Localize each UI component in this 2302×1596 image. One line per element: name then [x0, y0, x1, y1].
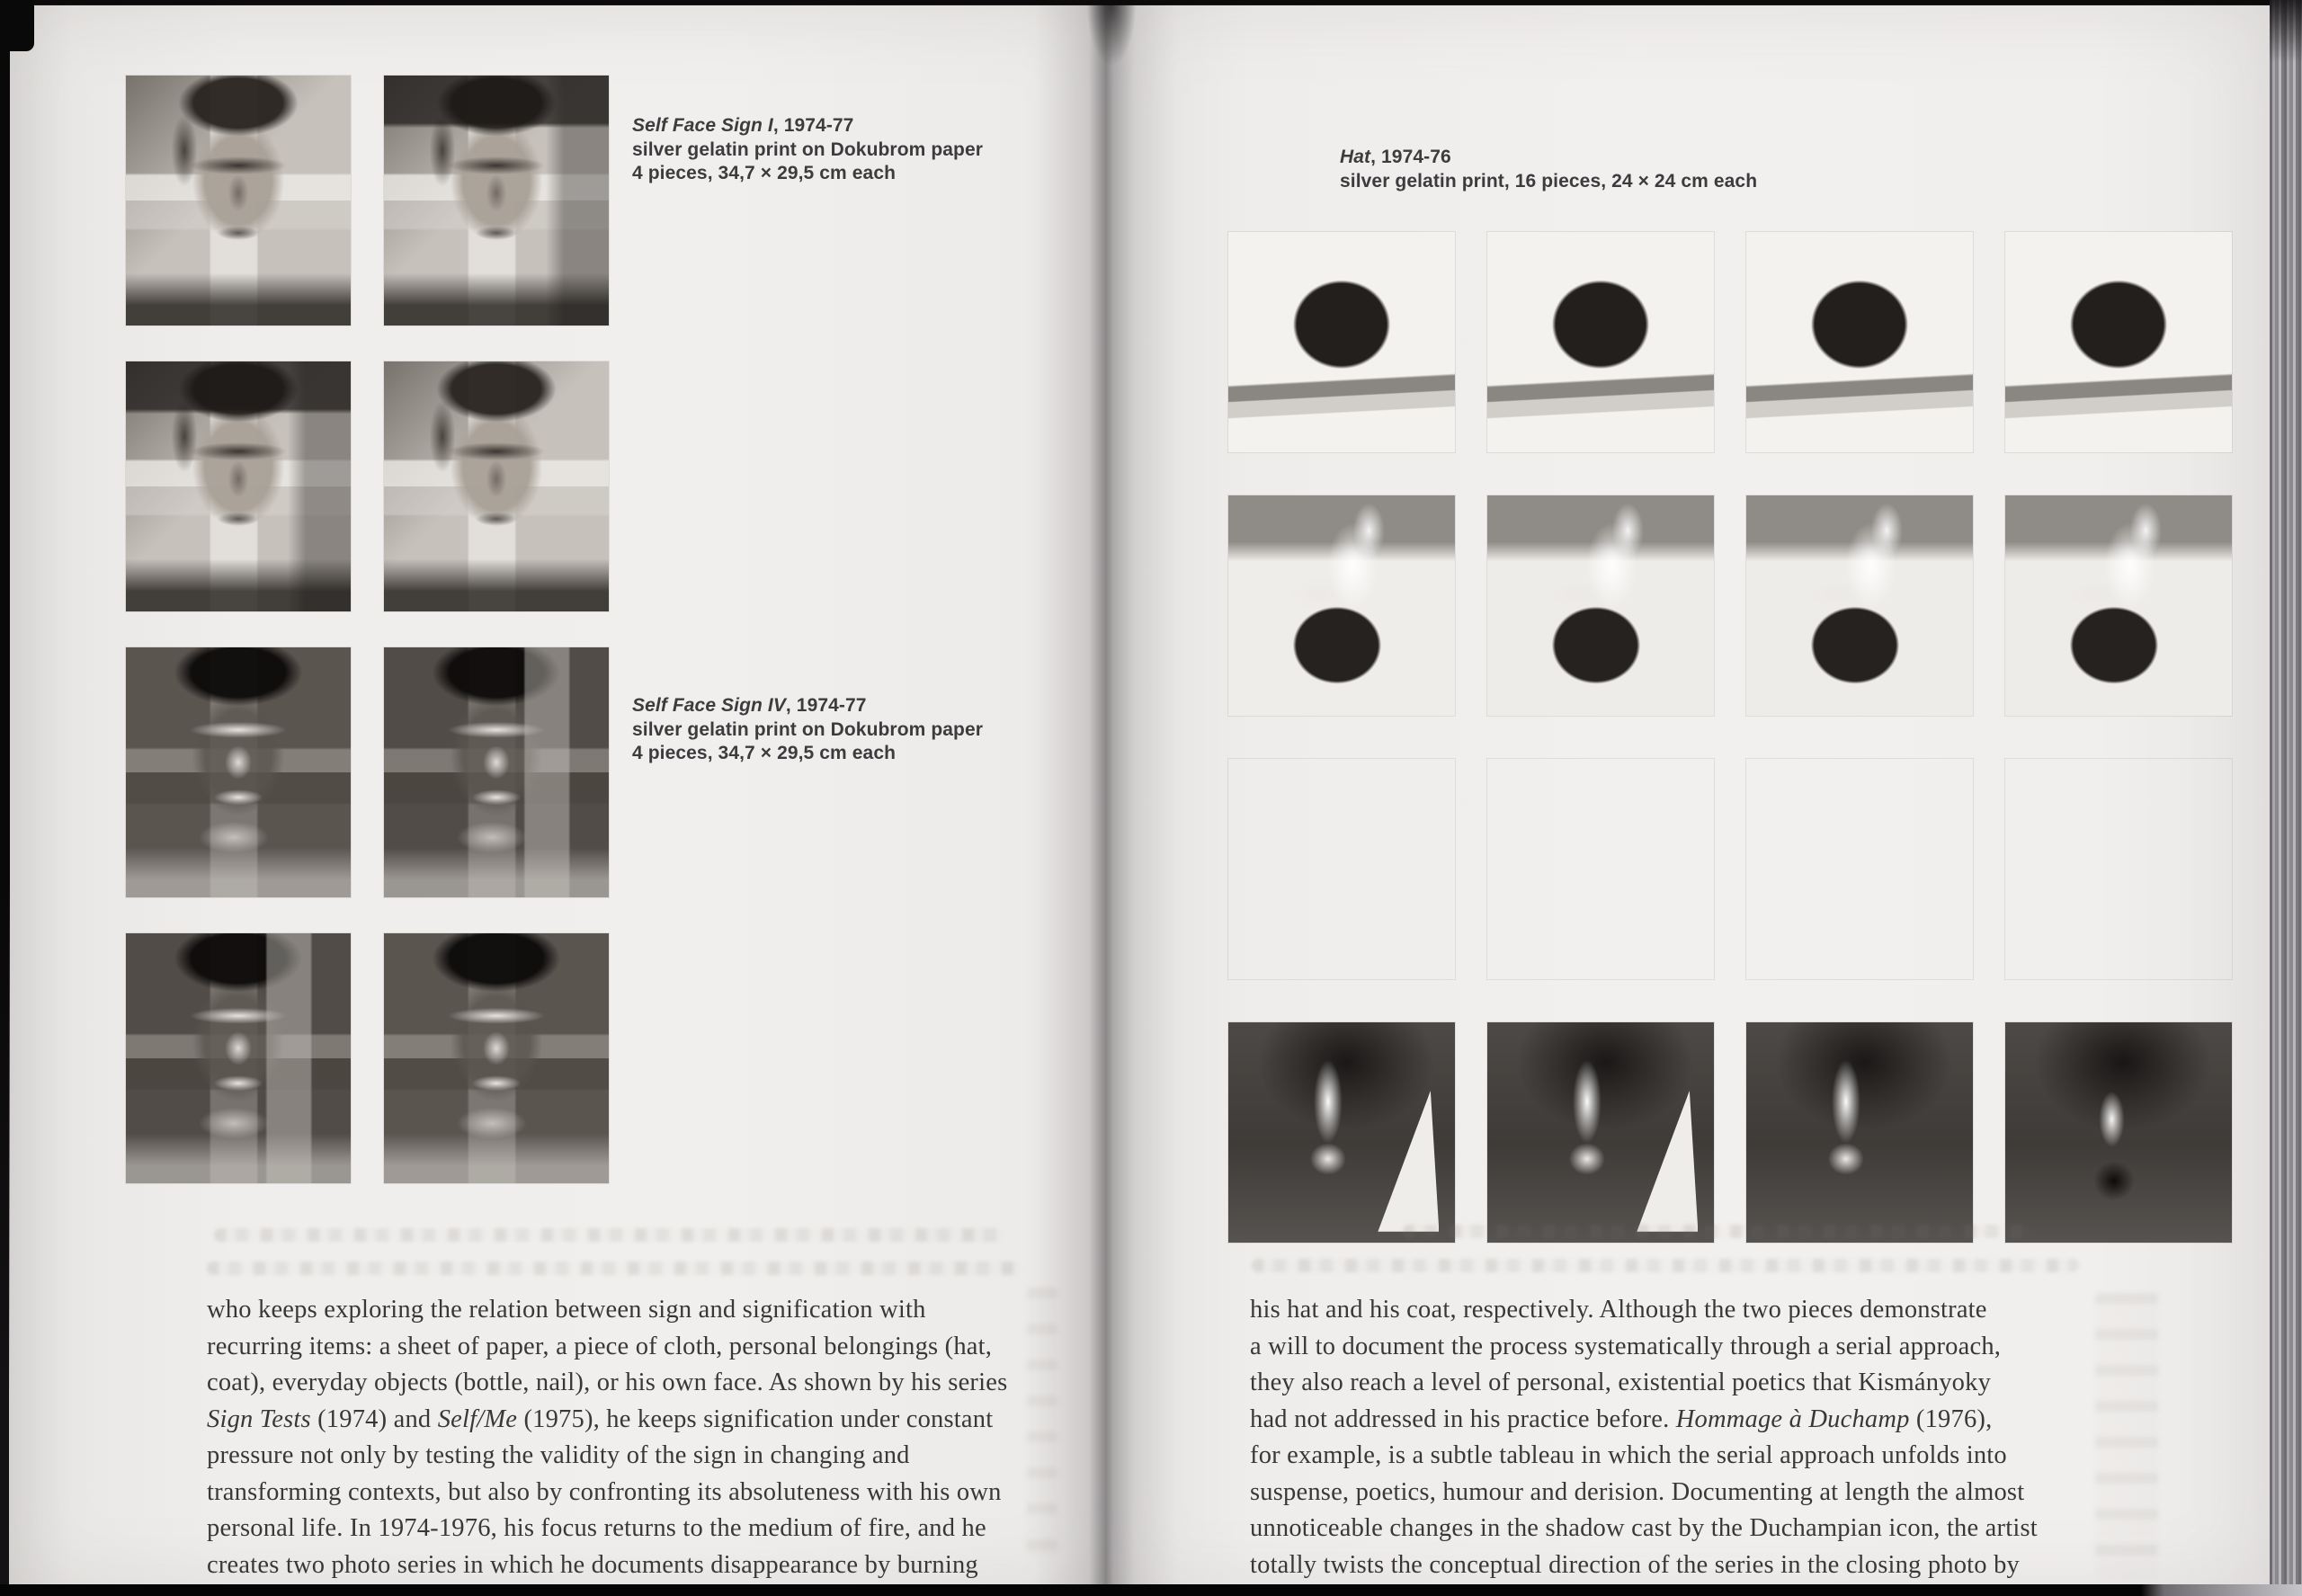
artwork-date: , 1974-76	[1370, 147, 1451, 167]
show-through-text	[1252, 1259, 2079, 1272]
hat-burning-1	[1228, 759, 1455, 979]
self-face-sign-collage-2	[384, 76, 609, 325]
body-text-line: totally twists the conceptual direction of the series in the closing photo by	[1250, 1550, 2020, 1579]
hat-on-table-1	[1228, 232, 1455, 452]
body-text-line: coat), everyday objects (bottle, nail), or his own face. As shown by his series	[207, 1369, 1008, 1396]
caption-self-face-sign-1	[632, 114, 983, 186]
self-face-sign-collage-1	[126, 76, 351, 325]
book-page-stack-edge	[2270, 0, 2302, 1596]
body-text-line: creates two photo series in which he documents disappearance by burning	[207, 1550, 978, 1579]
hat-photo-grid	[1228, 232, 2232, 1243]
body-text-line: Sign Tests (1974) and Self/Me (1975), he keeps signification under constant	[207, 1404, 994, 1433]
show-through-text	[1403, 1225, 2032, 1238]
self-face-sign-photo-grid	[126, 76, 609, 1183]
hat-catching-fire-1	[1487, 495, 1714, 716]
body-text-line: a will to document the process systematically through a serial approach,	[1250, 1332, 2002, 1360]
hat-flame-dark-3	[1746, 1022, 1973, 1243]
artwork-title: Self Face Sign IV	[632, 695, 786, 716]
caption-medium: silver gelatin print on Dokubrom paper	[632, 138, 984, 160]
hat-flame-dark-1	[1228, 1022, 1455, 1243]
hat-catching-fire-2	[1746, 495, 1973, 716]
caption-line	[632, 694, 983, 718]
caption-line	[632, 114, 983, 138]
scan-corner-mark	[0, 0, 34, 51]
self-face-sign-collage-8	[384, 933, 609, 1183]
scan-left-edge	[0, 0, 10, 1596]
show-through-margin-marks	[1027, 1288, 1057, 1557]
body-text-line: who keeps exploring the relation between sign and signification with	[207, 1296, 926, 1324]
caption-line	[1340, 146, 1757, 170]
caption-self-face-sign-4	[632, 694, 983, 766]
self-face-sign-collage-5	[126, 647, 351, 897]
caption-hat	[1340, 146, 1757, 193]
hat-flame-dark-2	[1487, 1022, 1714, 1243]
left-page-body-text	[207, 1292, 1025, 1583]
hat-burning-4	[2005, 759, 2232, 979]
artwork-date: , 1974-77	[785, 695, 867, 716]
hat-catching-fire-3	[2005, 495, 2232, 716]
body-text-line: had not addressed in his practice before. Hommage à Duchamp (1976),	[1250, 1404, 1993, 1433]
body-text-line: they also reach a level of personal, existential poetics that Kismányoky	[1250, 1369, 1992, 1396]
self-face-sign-collage-7	[126, 933, 351, 1183]
right-page-body-text	[1250, 1292, 2086, 1583]
artwork-date: , 1974-77	[772, 115, 854, 136]
show-through-text	[207, 1262, 1021, 1275]
body-text-line: unnoticeable changes in the shadow cast by the Duchampian icon, the artist	[1250, 1514, 2038, 1542]
hat-burning-2	[1487, 759, 1714, 979]
hat-burning-3	[1746, 759, 1973, 979]
hat-on-table-3	[1746, 232, 1973, 452]
hat-burnt-out	[2005, 1022, 2232, 1243]
hat-on-table-2	[1487, 232, 1714, 452]
show-through-margin-marks	[2095, 1293, 2158, 1581]
body-text-line: personal life. In 1974-1976, his focus returns to the medium of fire, and he	[207, 1514, 986, 1542]
body-text-line: recurring items: a sheet of paper, a piece of cloth, personal belongings (hat,	[207, 1332, 993, 1360]
scan-bottom-edge	[0, 1584, 2302, 1596]
caption-dimensions: 4 pieces, 34,7 × 29,5 cm each	[632, 163, 897, 183]
self-face-sign-collage-4	[384, 361, 609, 611]
body-text-line: for example, is a subtle tableau in which the serial approach unfolds into	[1250, 1441, 2007, 1469]
artwork-title: Hat	[1340, 147, 1371, 167]
caption-medium: silver gelatin print on Dokubrom paper	[632, 718, 984, 740]
hat-on-table-4	[2005, 232, 2232, 452]
self-face-sign-collage-3	[126, 361, 351, 611]
caption-dimensions: 4 pieces, 34,7 × 29,5 cm each	[632, 743, 897, 763]
scan-top-edge	[0, 0, 2302, 5]
caption-medium: silver gelatin print, 16 pieces, 24 × 24 cm each	[1340, 170, 1758, 192]
body-text-line: pressure not only by testing the validity of the sign in changing and	[207, 1441, 910, 1469]
hat-fallen	[1228, 495, 1455, 716]
body-text-line: suspense, poetics, humour and derision. Documenting at length the almost	[1250, 1477, 2025, 1506]
body-text-line: transforming contexts, but also by confronting its absoluteness with his own	[207, 1477, 1002, 1506]
self-face-sign-collage-6	[384, 647, 609, 897]
body-text-line: his hat and his coat, respectively. Although the two pieces demonstrate	[1250, 1296, 1987, 1324]
show-through-text	[214, 1228, 1004, 1242]
artwork-title: Self Face Sign I	[632, 115, 773, 136]
